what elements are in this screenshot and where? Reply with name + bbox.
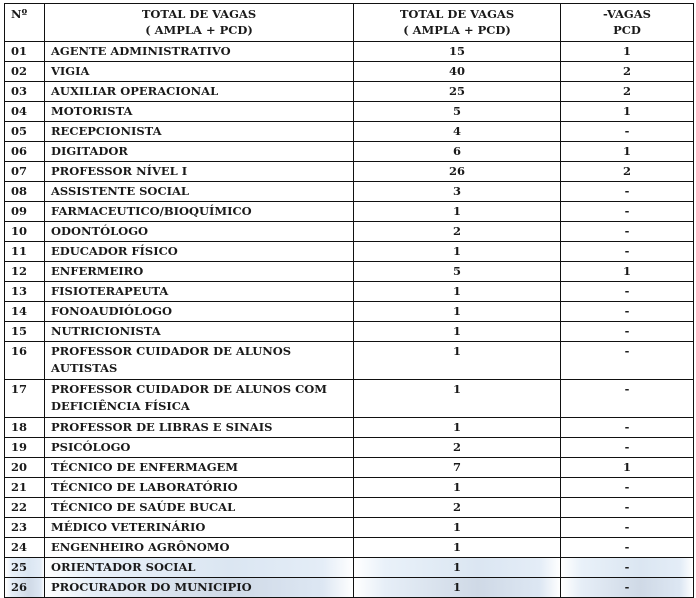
row-pcd-vacancies: 1 [561,262,694,282]
row-number: 15 [5,322,45,342]
table-row [5,458,694,478]
row-pcd-vacancies: 1 [561,42,694,62]
row-pcd-vacancies: 1 [561,458,694,478]
table-row [5,42,694,62]
table-row [5,302,694,322]
row-total-vacancies: 2 [354,222,561,242]
row-job-title: FONOAUDIÓLOGO [45,302,354,322]
table-row [5,438,694,458]
row-pcd-vacancies: - [561,322,694,342]
row-job-title: ENFERMEIRO [45,262,354,282]
row-job-title: TÉCNICO DE SAÚDE BUCAL [45,498,354,518]
row-pcd-vacancies: 2 [561,162,694,182]
row-pcd-vacancies: - [561,122,694,142]
table-row [5,222,694,242]
row-total-vacancies: 2 [354,438,561,458]
row-number: 02 [5,62,45,82]
table-row [5,82,694,102]
row-total-vacancies: 1 [354,478,561,498]
header-pcd [561,4,694,42]
row-number: 18 [5,418,45,438]
row-total-vacancies: 40 [354,62,561,82]
header-total-line1: TOTAL DE VAGAS [399,7,515,21]
row-total-vacancies: 1 [354,558,561,578]
row-number: 26 [5,578,45,598]
table-row [5,342,694,380]
row-total-vacancies: 5 [354,102,561,122]
row-pcd-vacancies: - [561,538,694,558]
vacancies-table [4,3,694,598]
header-num [5,4,45,42]
row-total-vacancies: 3 [354,182,561,202]
row-total-vacancies: 7 [354,458,561,478]
row-number: 08 [5,182,45,202]
row-job-title: PROFESSOR CUIDADOR DE ALUNOS COM DEFICIÊNCIA FÍSICA [45,380,354,418]
row-pcd-vacancies: - [561,202,694,222]
row-total-vacancies: 1 [354,342,561,380]
row-job-title: ENGENHEIRO AGRÔNOMO [45,538,354,558]
row-pcd-vacancies: - [561,242,694,262]
row-pcd-vacancies: 2 [561,62,694,82]
row-pcd-vacancies: - [561,342,694,380]
header-job-line2: ( AMPLA + PCD) [145,23,253,37]
row-number: 21 [5,478,45,498]
row-job-title: FARMACEUTICO/BIOQUÍMICO [45,202,354,222]
row-total-vacancies: 5 [354,262,561,282]
header-total-line2: ( AMPLA + PCD) [403,23,511,37]
table-row [5,558,694,578]
table-row [5,182,694,202]
row-job-title: AUXILIAR OPERACIONAL [45,82,354,102]
header-pcd-line2: PCD [613,23,641,37]
table-row [5,518,694,538]
row-job-title: ORIENTADOR SOCIAL [45,558,354,578]
row-job-title: DIGITADOR [45,142,354,162]
row-total-vacancies: 26 [354,162,561,182]
row-total-vacancies: 25 [354,82,561,102]
header-total [354,4,561,42]
row-number: 16 [5,342,45,380]
row-total-vacancies: 1 [354,202,561,222]
row-number: 17 [5,380,45,418]
row-job-title: PROCURADOR DO MUNICIPIO [45,578,354,598]
row-pcd-vacancies: - [561,302,694,322]
header-job [45,4,354,42]
table-row [5,102,694,122]
row-pcd-vacancies: - [561,380,694,418]
table-row [5,262,694,282]
row-number: 25 [5,558,45,578]
row-pcd-vacancies: - [561,518,694,538]
header-job-line1: TOTAL DE VAGAS [141,7,257,21]
row-pcd-vacancies: - [561,498,694,518]
row-number: 13 [5,282,45,302]
header-row [5,4,694,42]
row-job-title: ASSISTENTE SOCIAL [45,182,354,202]
row-number: 01 [5,42,45,62]
row-pcd-vacancies: 1 [561,142,694,162]
row-number: 09 [5,202,45,222]
row-job-title: NUTRICIONISTA [45,322,354,342]
table-row [5,202,694,222]
row-number: 22 [5,498,45,518]
row-number: 20 [5,458,45,478]
row-number: 03 [5,82,45,102]
table-row [5,380,694,418]
table-row [5,538,694,558]
row-total-vacancies: 1 [354,302,561,322]
row-number: 05 [5,122,45,142]
row-job-title: AGENTE ADMINISTRATIVO [45,42,354,62]
table-row [5,478,694,498]
row-total-vacancies: 15 [354,42,561,62]
row-pcd-vacancies: - [561,282,694,302]
row-job-title: PROFESSOR NÍVEL I [45,162,354,182]
row-total-vacancies: 1 [354,282,561,302]
row-total-vacancies: 4 [354,122,561,142]
header-num-label: Nº [11,7,28,21]
row-pcd-vacancies: - [561,418,694,438]
table-row [5,62,694,82]
row-pcd-vacancies: - [561,578,694,598]
row-job-title: VIGIA [45,62,354,82]
row-pcd-vacancies: - [561,478,694,498]
row-pcd-vacancies: 1 [561,102,694,122]
row-total-vacancies: 1 [354,538,561,558]
row-job-title: ODONTÓLOGO [45,222,354,242]
row-total-vacancies: 1 [354,418,561,438]
table-row [5,322,694,342]
row-job-title: TÉCNICO DE LABORATÓRIO [45,478,354,498]
table-row [5,162,694,182]
row-total-vacancies: 2 [354,498,561,518]
row-pcd-vacancies: - [561,182,694,202]
row-job-title: PSICÓLOGO [45,438,354,458]
row-job-title: FISIOTERAPEUTA [45,282,354,302]
row-job-title: MOTORISTA [45,102,354,122]
row-number: 24 [5,538,45,558]
row-total-vacancies: 6 [354,142,561,162]
row-total-vacancies: 1 [354,380,561,418]
row-number: 07 [5,162,45,182]
row-number: 11 [5,242,45,262]
row-number: 19 [5,438,45,458]
row-number: 14 [5,302,45,322]
row-pcd-vacancies: - [561,558,694,578]
table-row [5,578,694,598]
table-row [5,242,694,262]
table-row [5,142,694,162]
row-number: 04 [5,102,45,122]
row-total-vacancies: 1 [354,578,561,598]
row-total-vacancies: 1 [354,242,561,262]
row-pcd-vacancies: - [561,438,694,458]
row-pcd-vacancies: - [561,222,694,242]
row-number: 10 [5,222,45,242]
row-job-title: MÉDICO VETERINÁRIO [45,518,354,538]
table-row [5,418,694,438]
table-row [5,282,694,302]
row-job-title: TÉCNICO DE ENFERMAGEM [45,458,354,478]
row-job-title: PROFESSOR CUIDADOR DE ALUNOS AUTISTAS [45,342,354,380]
row-number: 12 [5,262,45,282]
row-pcd-vacancies: 2 [561,82,694,102]
row-total-vacancies: 1 [354,322,561,342]
row-total-vacancies: 1 [354,518,561,538]
row-number: 06 [5,142,45,162]
row-job-title: EDUCADOR FÍSICO [45,242,354,262]
table-row [5,122,694,142]
header-pcd-line1: -VAGAS [603,7,651,21]
row-job-title: RECEPCIONISTA [45,122,354,142]
table-row [5,498,694,518]
row-number: 23 [5,518,45,538]
row-job-title: PROFESSOR DE LIBRAS E SINAIS [45,418,354,438]
